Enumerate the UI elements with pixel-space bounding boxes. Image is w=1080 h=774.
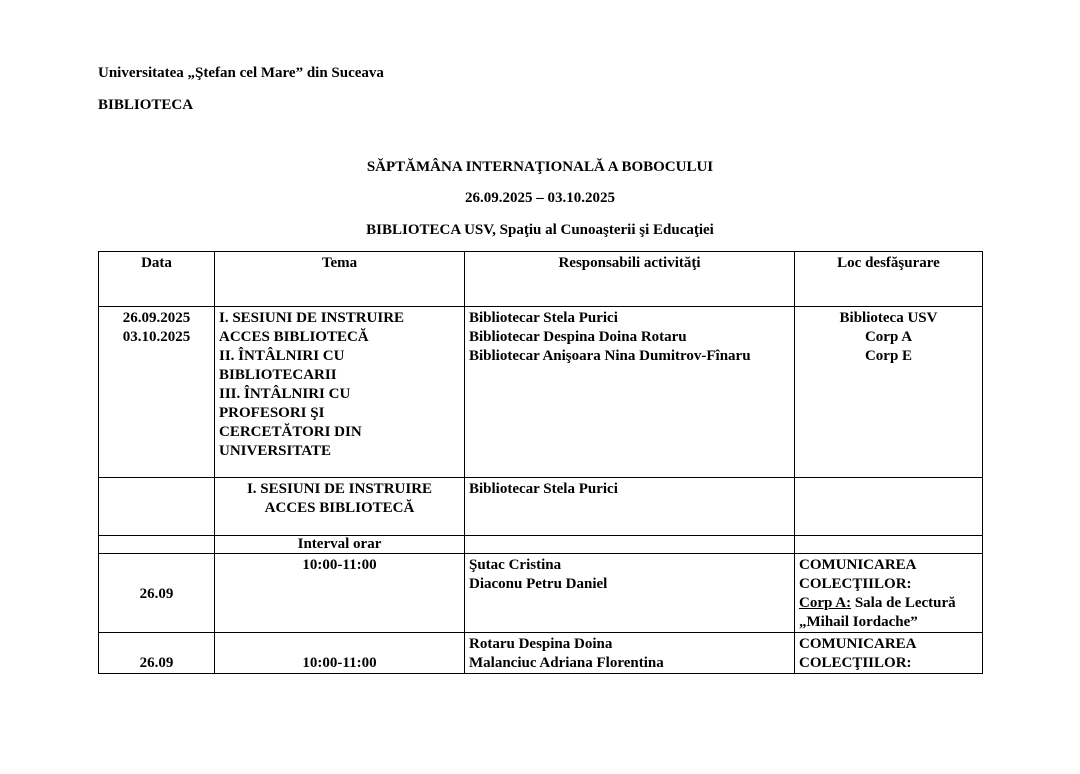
department-name: BIBLIOTECA — [98, 97, 194, 113]
header-loc: Loc desfăşurare — [795, 252, 983, 307]
date-cell — [99, 307, 215, 478]
interval-cell: 10:00-11:00 — [215, 633, 465, 674]
loc-line: Corp A — [864, 329, 913, 345]
table-row — [99, 554, 983, 633]
date-start: 26.09.2025 — [122, 310, 191, 326]
loc-line: COLECŢIILOR: — [799, 576, 912, 592]
loc-cell — [795, 536, 983, 554]
tema-cell — [215, 307, 465, 478]
interval-label: Interval orar — [215, 536, 465, 554]
tema-line: PROFESORI ŞI — [219, 405, 325, 421]
loc-room-line — [799, 594, 978, 613]
date-cell — [99, 478, 215, 536]
table-header-row — [99, 252, 983, 307]
header-tema: Tema — [215, 252, 465, 307]
table-row — [99, 536, 983, 554]
event-title: SĂPTĂMÂNA INTERNAŢIONALĂ A BOBOCULUI — [366, 159, 714, 175]
responsabil: Şutac Cristina — [469, 557, 562, 573]
date-end: 03.10.2025 — [122, 329, 191, 345]
event-subtitle: BIBLIOTECA USV, Spaţiu al Cunoaşterii şi Educaţiei — [366, 222, 714, 238]
loc-cell — [795, 554, 983, 633]
responsabili-cell: Bibliotecar Stela Purici — [465, 478, 795, 536]
date-cell: 26.09 — [99, 633, 215, 674]
tema-line: CERCETĂTORI DIN — [219, 424, 362, 440]
loc-line: „Mihail Iordache” — [799, 614, 918, 630]
responsabil: Malanciuc Adriana Florentina — [469, 655, 664, 671]
responsabil: Rotaru Despina Doina — [469, 636, 613, 652]
tema-cell — [215, 478, 465, 536]
loc-line: Biblioteca USV — [839, 310, 938, 326]
responsabili-cell — [465, 633, 795, 674]
loc-cell — [795, 307, 983, 478]
schedule-table — [98, 251, 983, 674]
date-cell: 26.09 — [99, 554, 215, 633]
tema-line: II. ÎNTÂLNIRI CU — [219, 348, 345, 364]
responsabil: Bibliotecar Despina Doina Rotaru — [469, 329, 687, 345]
tema-line: ACCES BIBLIOTECĂ — [219, 329, 369, 345]
responsabili-cell — [465, 536, 795, 554]
table-row — [99, 478, 983, 536]
tema-line: ACCES BIBLIOTECĂ — [264, 500, 415, 516]
loc-cell — [795, 478, 983, 536]
responsabili-cell — [465, 307, 795, 478]
responsabil: Diaconu Petru Daniel — [469, 576, 608, 592]
table-row — [99, 307, 983, 478]
responsabili-cell — [465, 554, 795, 633]
tema-line: III. ÎNTÂLNIRI CU — [219, 386, 351, 402]
responsabil: Bibliotecar Stela Purici — [469, 310, 618, 326]
loc-line: COLECŢIILOR: — [799, 655, 912, 671]
university-name: Universitatea „Ştefan cel Mare” din Suceava — [98, 65, 384, 81]
tema-line: I. SESIUNI DE INSTRUIRE — [246, 481, 433, 497]
interval-cell: 10:00-11:00 — [215, 554, 465, 633]
header-data: Data — [99, 252, 215, 307]
header-responsabili: Responsabili activităţi — [465, 252, 795, 307]
date-cell — [99, 536, 215, 554]
tema-line: UNIVERSITATE — [219, 443, 331, 459]
loc-line: COMUNICAREA — [799, 636, 917, 652]
loc-line: COMUNICAREA — [799, 557, 917, 573]
event-dates: 26.09.2025 – 03.10.2025 — [465, 190, 615, 206]
corp-label: Corp A: — [799, 595, 852, 611]
loc-line: Corp E — [864, 348, 913, 364]
responsabil: Bibliotecar Anişoara Nina Dumitrov-Fînaru — [469, 348, 751, 364]
sala-label: Sala de Lectură — [851, 595, 956, 611]
table-row — [99, 633, 983, 674]
tema-line: BIBLIOTECARII — [219, 367, 337, 383]
tema-line: I. SESIUNI DE INSTRUIRE — [219, 310, 405, 326]
loc-cell — [795, 633, 983, 674]
